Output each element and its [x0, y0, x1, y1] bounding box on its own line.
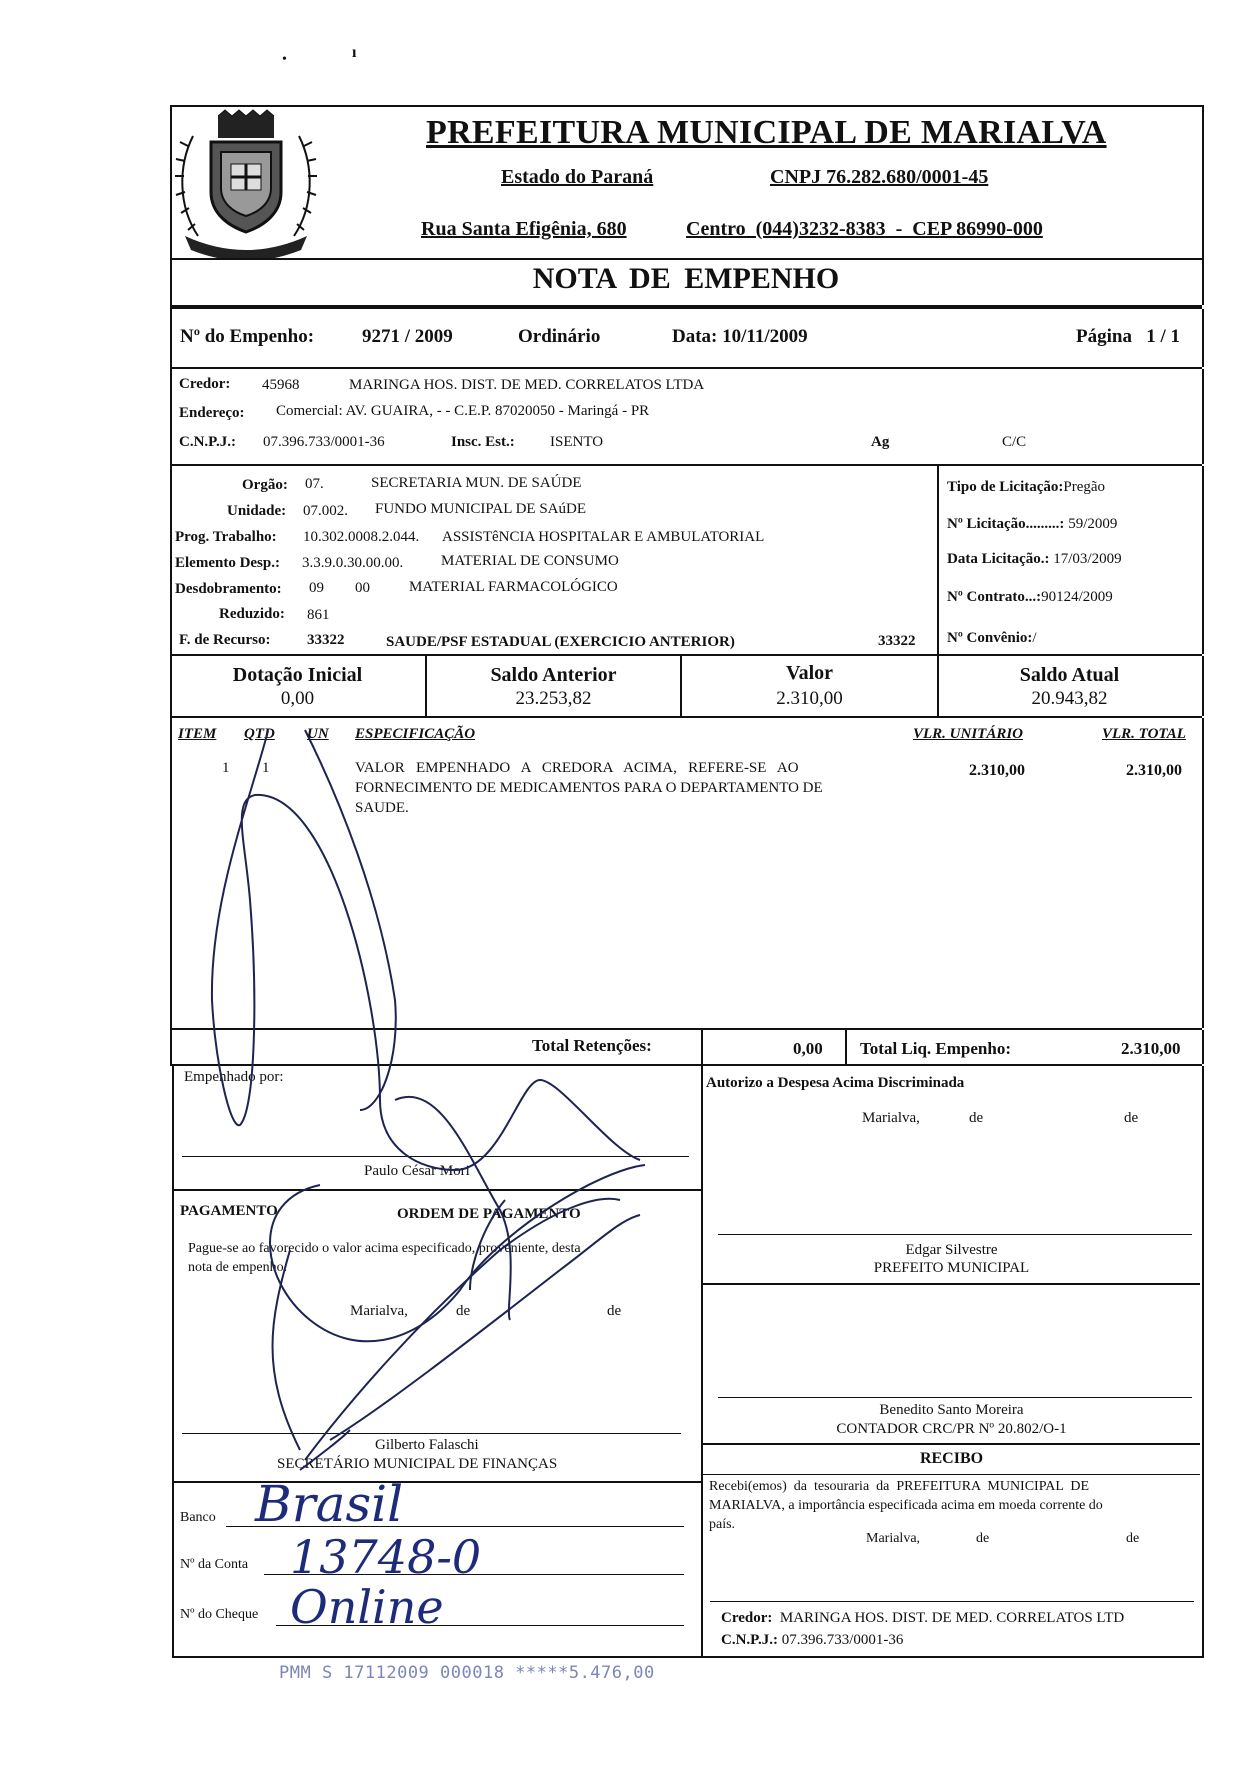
col-spec-header: ESPECIFICAÇÃO [355, 726, 476, 742]
unidade-code: 07.002. [303, 503, 348, 519]
logo-banner-text: MARIALVA [217, 238, 275, 250]
item-spec-line: VALOR EMPENHADO A CREDORA ACIMA, REFERE-SE AO [355, 760, 799, 776]
contrato-number: Nº Contrato...:90124/2009 [947, 589, 1113, 605]
credor-cnpj-label: C.N.P.J.: [179, 434, 236, 450]
reduzido-label: Reduzido: [219, 606, 285, 622]
desdobramento-label: Desdobramento: [175, 581, 282, 597]
recibo-text: Recebi(emos) da tesouraria da PREFEITURA MUNICIPAL DE [709, 1479, 1090, 1494]
recibo-cnpj: C.N.P.J.: 07.396.733/0001-36 [721, 1632, 904, 1648]
col-unit-header: VLR. UNITÁRIO [913, 726, 1024, 742]
recibo-text: país. [709, 1517, 736, 1532]
contador-role: CONTADOR CRC/PR Nº 20.802/O-1 [836, 1421, 1067, 1437]
col-qtd-header: QTD [244, 726, 275, 742]
orgao-code: 07. [305, 476, 324, 492]
empenho-date: Data: 10/11/2009 [672, 326, 808, 347]
contador-name: Benedito Santo Moreira [879, 1402, 1024, 1418]
recibo-city: Marialva, [866, 1531, 921, 1546]
state-name: Estado do Paraná [501, 166, 654, 188]
cheque-handwritten: Online [290, 1580, 444, 1634]
scan-mark: • [282, 52, 287, 67]
prog-trabalho-name: ASSISTêNCIA HOSPITALAR E AMBULATORIAL [442, 529, 765, 545]
recibo-text: MARIALVA, a importância especificada acima em moeda corrente do [709, 1498, 1103, 1513]
autorizo-de: de [969, 1110, 984, 1126]
credor-cnpj: 07.396.733/0001-36 [263, 434, 385, 450]
pagamento-signer: Gilberto Falaschi [375, 1437, 479, 1453]
pagamento-de: de [607, 1303, 622, 1319]
endereco-label: Endereço: [179, 405, 245, 421]
recurso-code-2: 33322 [878, 633, 916, 649]
conta-label: Nº da Conta [180, 1557, 249, 1572]
municipality-cnpj: CNPJ 76.282.680/0001-45 [770, 166, 989, 188]
empenho-number: 9271 / 2009 [362, 326, 453, 347]
elemento-code: 3.3.9.0.30.00.00. [302, 555, 404, 571]
elemento-label: Elemento Desp.: [175, 555, 280, 571]
col-total-header: VLR. TOTAL [1102, 726, 1186, 742]
pagamento-city: Marialva, [350, 1303, 408, 1319]
licitacao-date: Data Licitação.: 17/03/2009 [947, 551, 1122, 567]
col-item-header: ITEM [178, 726, 217, 742]
desdobramento-name: MATERIAL FARMACOLÓGICO [409, 579, 618, 595]
item-total-price: 2.310,00 [1126, 762, 1182, 779]
credor-name: MARINGA HOS. DIST. DE MED. CORRELATOS LTDA [349, 377, 705, 393]
banco-handwritten: Brasil [255, 1475, 404, 1533]
elemento-name: MATERIAL DE CONSUMO [441, 553, 619, 569]
valor-label: Valor [785, 662, 834, 684]
recibo-label: RECIBO [919, 1450, 984, 1467]
orgao-name: SECRETARIA MUN. DE SAÚDE [371, 475, 582, 491]
retencoes-value: 0,00 [793, 1039, 823, 1058]
conta-handwritten: 13748-0 [290, 1530, 482, 1584]
item-spec-line: SAUDE. [355, 800, 409, 816]
saldo-atual-value: 20.943,82 [1031, 688, 1108, 709]
account-label: C/C [1002, 434, 1027, 450]
bank-stamp: PMM S 17112009 000018 *****5.476,00 [279, 1663, 655, 1683]
recurso-code: 33322 [307, 632, 345, 648]
autorizo-city: Marialva, [862, 1110, 920, 1126]
licitacao-type: Tipo de Licitação:Pregão [947, 479, 1106, 495]
dotacao-label: Dotação Inicial [232, 664, 363, 686]
convenio-number: Nº Convênio:/ [947, 630, 1037, 646]
recibo-de: de [976, 1531, 990, 1546]
pagamento-text: Pague-se ao favorecido o valor acima especificado, proveniente, desta [188, 1241, 581, 1256]
credor-label: Credor: [179, 376, 231, 392]
prefeito-role: PREFEITO MUNICIPAL [873, 1260, 1030, 1276]
item-number: 1 [222, 760, 230, 776]
document-title: NOTA DE EMPENHO [532, 262, 840, 295]
banco-label: Banco [180, 1510, 216, 1525]
prog-trabalho-code: 10.302.0008.2.044. [303, 529, 420, 545]
saldo-anterior-value: 23.253,82 [515, 688, 592, 709]
page-indicator: Página 1 / 1 [1076, 326, 1180, 347]
desdobramento-code2: 00 [355, 580, 370, 596]
desdobramento-code: 09 [309, 580, 324, 596]
credor-code: 45968 [262, 377, 300, 393]
autorizo-label: Autorizo a Despesa Acima Discriminada [706, 1075, 965, 1091]
item-unit-price: 2.310,00 [969, 762, 1025, 779]
coat-of-arms-logo [173, 106, 319, 258]
empenho-number-label: Nº do Empenho: [180, 326, 315, 347]
agency-label: Ag [871, 434, 890, 450]
prefeito-name: Edgar Silvestre [905, 1242, 998, 1258]
recurso-label: F. de Recurso: [179, 632, 271, 648]
pagamento-text: nota de empenho. [188, 1260, 288, 1275]
pagamento-de: de [456, 1303, 471, 1319]
recibo-de: de [1126, 1531, 1140, 1546]
empenho-type: Ordinário [518, 326, 601, 347]
scan-mark: ı [352, 44, 357, 61]
pagamento-signer-role: SECRETÁRIO MUNICIPAL DE FINANÇAS [277, 1456, 558, 1472]
ordem-pagamento-label: ORDEM DE PAGAMENTO [397, 1206, 581, 1222]
autorizo-de: de [1124, 1110, 1139, 1126]
empenhado-signer: Paulo César Mori [364, 1163, 470, 1179]
recurso-name: SAUDE/PSF ESTADUAL (EXERCICIO ANTERIOR) [386, 634, 735, 650]
liq-empenho-value: 2.310,00 [1121, 1039, 1181, 1058]
item-qty: 1 [262, 760, 270, 776]
liq-empenho-label: Total Liq. Empenho: [860, 1039, 1011, 1058]
contact-info: Centro (044)3232-8383 - CEP 86990-000 [686, 218, 1043, 240]
orgao-label: Orgão: [242, 477, 288, 493]
pagamento-label: PAGAMENTO [180, 1203, 278, 1219]
insc-est-value: ISENTO [550, 434, 604, 450]
item-spec-line: FORNECIMENTO DE MEDICAMENTOS PARA O DEPARTAMENTO DE [355, 780, 823, 796]
valor-value: 2.310,00 [776, 688, 843, 709]
col-un-header: UN [307, 726, 329, 742]
saldo-atual-label: Saldo Atual [1019, 664, 1120, 686]
endereco-value: Comercial: AV. GUAIRA, - - C.E.P. 87020050 - Maringá - PR [276, 403, 650, 419]
saldo-anterior-label: Saldo Anterior [490, 664, 617, 686]
address: Rua Santa Efigênia, 680 [421, 218, 627, 240]
licitacao-number: Nº Licitação.........: 59/2009 [947, 516, 1118, 532]
prog-trabalho-label: Prog. Trabalho: [175, 529, 277, 545]
empenhado-label: Empenhado por: [184, 1069, 284, 1085]
unidade-label: Unidade: [227, 503, 287, 519]
cheque-label: Nº do Cheque [180, 1607, 259, 1622]
municipality-title: PREFEITURA MUNICIPAL DE MARIALVA [426, 114, 1107, 151]
retencoes-label: Total Retenções: [532, 1036, 652, 1055]
reduzido-value: 861 [307, 607, 330, 623]
unidade-name: FUNDO MUNICIPAL DE SAúDE [375, 501, 586, 517]
dotacao-value: 0,00 [280, 688, 315, 709]
recibo-credor: Credor: MARINGA HOS. DIST. DE MED. CORRELATOS LTD [721, 1610, 1125, 1626]
insc-est-label: Insc. Est.: [451, 434, 515, 450]
